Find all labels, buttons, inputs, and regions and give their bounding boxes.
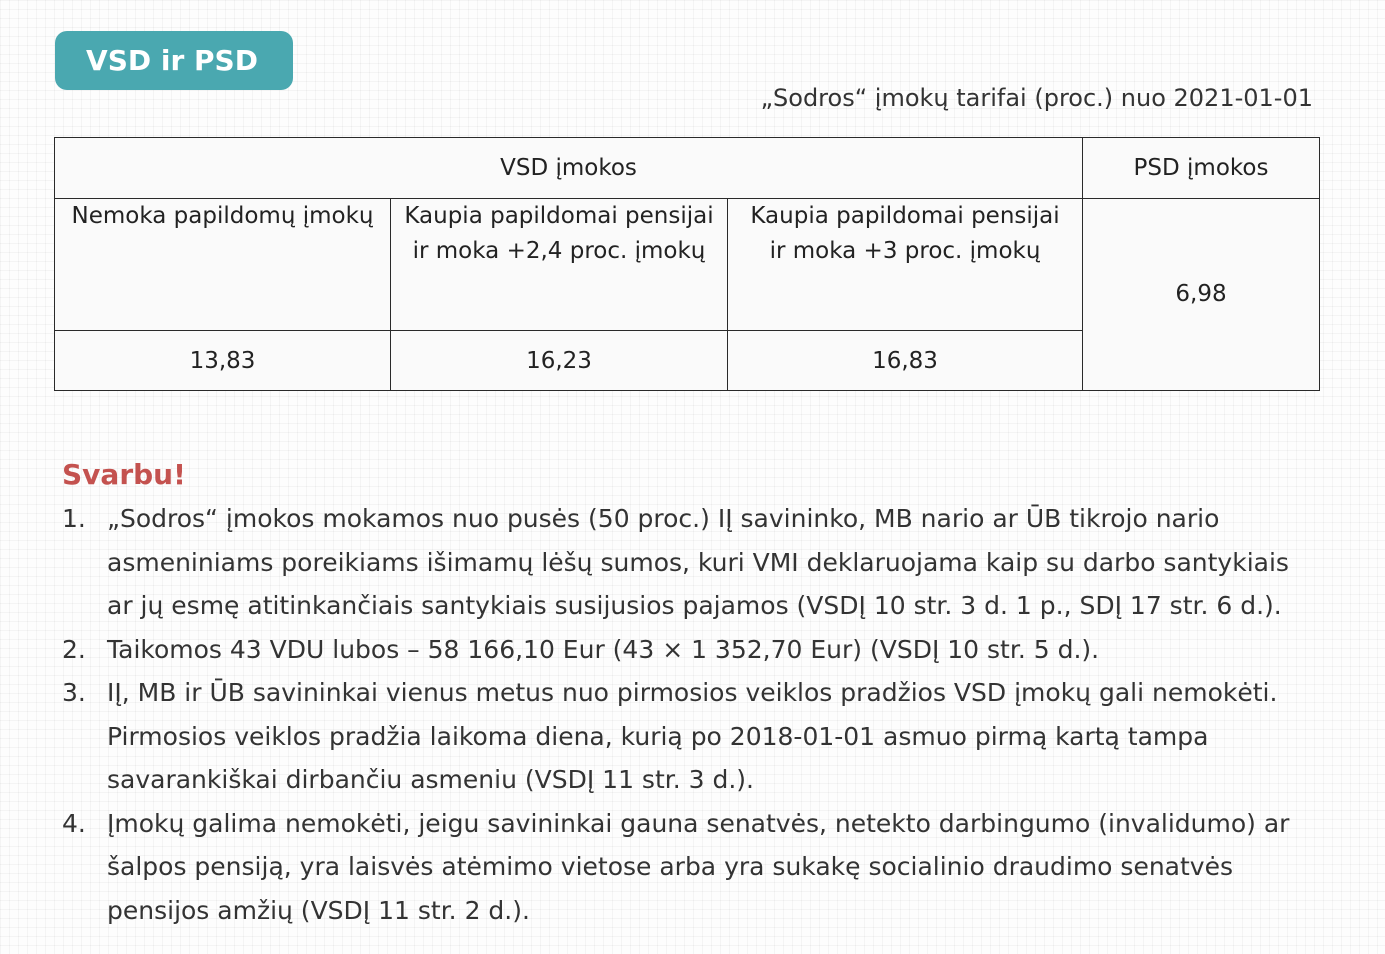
list-item-line: pensijos amžių (VSDĮ 11 str. 2 d.).: [107, 895, 530, 925]
column-header-line: ir moka +3 proc. įmokų: [769, 238, 1041, 264]
column-header-line: ir moka +2,4 proc. įmokų: [412, 238, 706, 264]
table-header-row: [55, 138, 1320, 199]
column-header: [391, 199, 728, 331]
list-item-line: IĮ, MB ir ŪB savininkai vienus metus nuo pirmosios veiklos pradžios VSD įmokų gali nemokėti.: [107, 678, 1278, 707]
list-item-line: savarankiškai dirbančiu asmeniu (VSDĮ 11 str. 3 d.).: [107, 765, 754, 794]
list-item-number: 4.: [62, 808, 86, 838]
psd-value-cell: 6,98: [1083, 199, 1320, 391]
list-item: [62, 671, 1362, 802]
vsd-header: VSD įmokos: [55, 138, 1083, 199]
list-item-number: 2.: [62, 634, 86, 664]
psd-header: PSD įmokos: [1083, 138, 1320, 199]
list-item: [62, 802, 1362, 933]
table-cell: 16,23: [391, 331, 728, 391]
column-header-line: Kaupia papildomai pensijai: [750, 203, 1060, 229]
rates-table: [54, 137, 1320, 391]
list-item-number: 1.: [62, 504, 86, 533]
list-item: [62, 497, 1362, 628]
list-item-line: Įmokų galima nemokėti, jeigu savininkai gauna senatvės, netekto darbingumo (invalidumo) ar: [107, 808, 1290, 838]
notes-section: [62, 455, 1362, 932]
table-cell: 13,83: [55, 331, 391, 391]
list-item-line: asmeniniams poreikiams išimamų lėšų sumos, kuri VMI deklaruojama kaip su darbo santykiais: [107, 547, 1289, 577]
notes-list: [62, 497, 1362, 932]
section-badge: VSD ir PSD: [55, 31, 293, 90]
list-item-line: Taikomos 43 VDU lubos – 58 166,10 Eur (43 × 1 352,70 Eur) (VSDĮ 10 str. 5 d.).: [107, 634, 1100, 664]
list-item-line: Pirmosios veiklos pradžia laikoma diena, kurią po 2018-01-01 asmuo pirmą kartą tampa: [107, 721, 1209, 751]
list-item-line: „Sodros“ įmokos mokamos nuo pusės (50 proc.) IĮ savininko, MB nario ar ŪB tikrojo nario: [107, 504, 1220, 533]
column-header: [55, 199, 391, 331]
column-header: [728, 199, 1083, 331]
column-header-line: Kaupia papildomai pensijai: [404, 203, 714, 229]
list-item-number: 3.: [62, 678, 86, 707]
list-item-line: ar jų esmę atitinkančiais santykiais susijusios pajamos (VSDĮ 10 str. 3 d. 1 p., SDĮ 17 str. 6 d.).: [107, 591, 1282, 620]
table-cell: 16,83: [728, 331, 1083, 391]
column-header-line: Nemoka papildomų įmokų: [71, 203, 374, 229]
notes-title: Svarbu!: [62, 458, 186, 491]
table-caption: „Sodros“ įmokų tarifai (proc.) nuo 2021-01-01: [760, 84, 1313, 112]
list-item: [62, 628, 1362, 672]
table-subheader-row: [55, 199, 1320, 331]
list-item-line: šalpos pensiją, yra laisvės atėmimo vietose arba yra sukakę socialinio draudimo senatvės: [107, 852, 1234, 881]
